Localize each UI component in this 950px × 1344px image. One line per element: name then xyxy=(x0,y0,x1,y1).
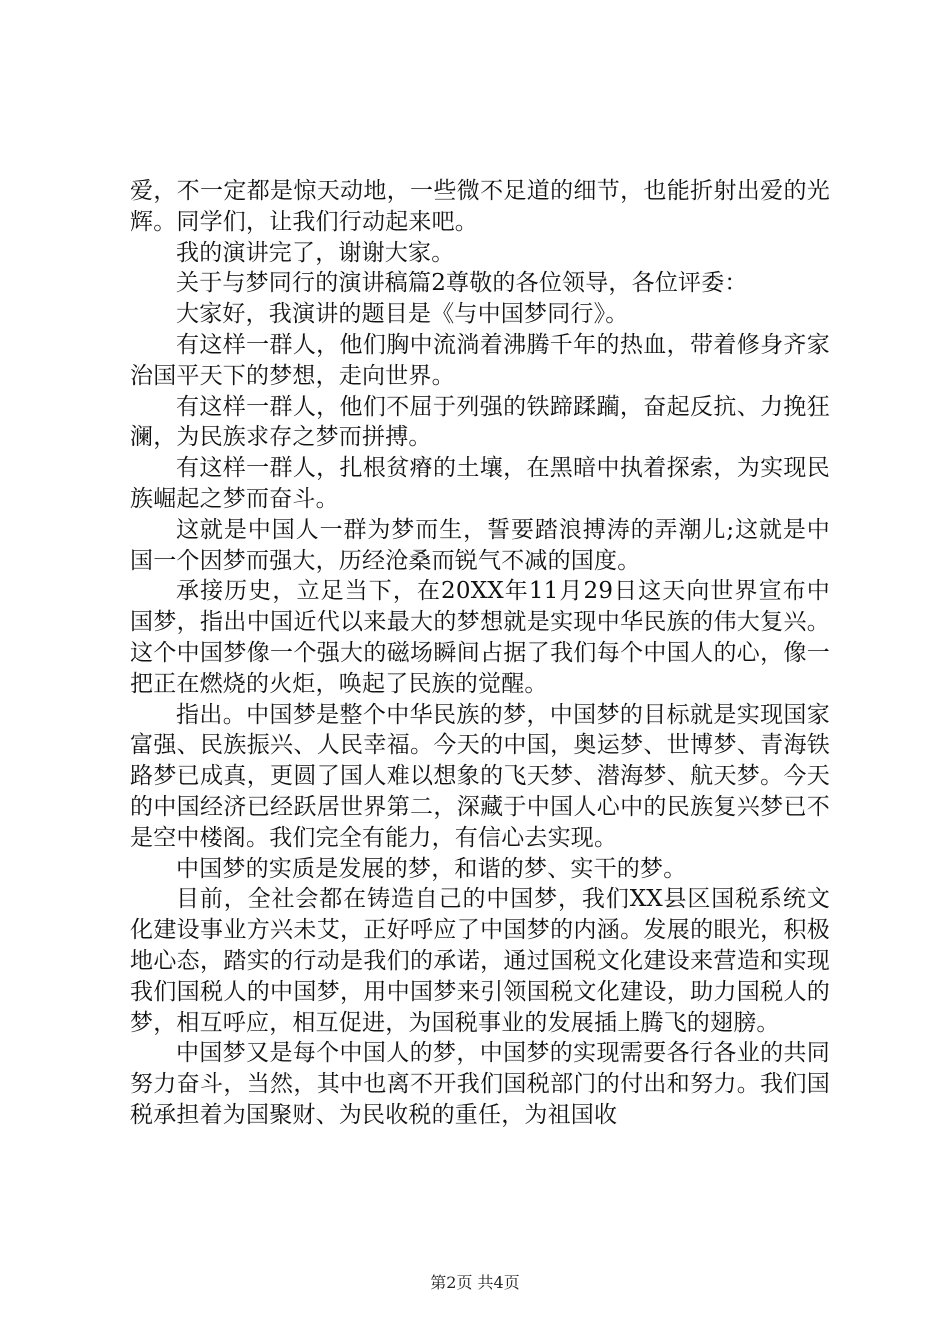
paragraph: 中国梦的实质是发展的梦，和谐的梦、实干的梦。 xyxy=(176,855,687,882)
paragraph: 承接历史，立足当下，在20XX年11月29日这天向世界宣布中国梦，指出中国近代以来最大的梦想就是实现中华民族的伟大复兴。这个中国梦像一个强大的磁场瞬间占据了我们每个中国人的心，像一把正在燃烧的火炬，唤起了民族的觉醒。 xyxy=(130,578,830,697)
paragraph: 大家好，我演讲的题目是《与中国梦同行》。 xyxy=(176,301,629,328)
paragraph: 有这样一群人，扎根贫瘠的土壤，在黑暗中执着探索，为实现民族崛起之梦而奋斗。 xyxy=(130,455,830,512)
paragraph: 爱，不一定都是惊天动地，一些微不足道的细节，也能折射出爱的光辉。同学们，让我们行动起来吧。 xyxy=(130,178,830,235)
paragraph: 有这样一群人，他们不屈于列强的铁蹄蹂躏，奋起反抗、力挽狂澜，为民族求存之梦而拼搏。 xyxy=(130,393,830,451)
paragraph: 关于与梦同行的演讲稿篇2尊敬的各位领导，各位评委： xyxy=(176,270,748,297)
paragraph: 这就是中国人一群为梦而生，誓要踏浪搏涛的弄潮儿;这就是中国一个因梦而强大，历经沧桑而锐气不减的国度。 xyxy=(130,516,830,574)
paragraph: 指出。中国梦是整个中华民族的梦，中国梦的目标就是实现国家富强、民族振兴、人民幸福。今天的中国，奥运梦、世博梦、青海铁路梦已成真，更圆了国人难以想象的飞天梦、潜海梦、航天梦。今天的中国经济已经跃居世界第二，深藏于中国人心中的民族复兴梦已不是空中楼阁。我们完全有能力，有信心去实现。 xyxy=(130,701,830,851)
paragraph: 我的演讲完了，谢谢大家。 xyxy=(176,239,455,266)
paragraph: 目前，全社会都在铸造自己的中国梦，我们XX县区国税系统文化建设事业方兴未艾，正好呼应了中国梦的内涵。发展的眼光，积极地心态，踏实的行动是我们的承诺，通过国税文化建设来营造和实现我们国税人的中国梦，用中国梦来引领国税文化建设，助力国税人的梦，相互呼应，相互促进，为国税事业的发展插上腾飞的翅膀。 xyxy=(130,886,830,1036)
page-footer xyxy=(0,1273,950,1293)
document-body xyxy=(130,176,830,1131)
page-number: 第2页 共4页 xyxy=(430,1273,520,1292)
paragraph: 有这样一群人，他们胸中流淌着沸腾千年的热血，带着修身齐家治国平天下的梦想，走向世界。 xyxy=(130,331,830,389)
paragraph: 中国梦又是每个中国人的梦，中国梦的实现需要各行各业的共同努力奋斗，当然，其中也离不开我们国税部门的付出和努力。我们国税承担着为国聚财、为民收税的重任，为祖国收 xyxy=(130,1040,830,1128)
